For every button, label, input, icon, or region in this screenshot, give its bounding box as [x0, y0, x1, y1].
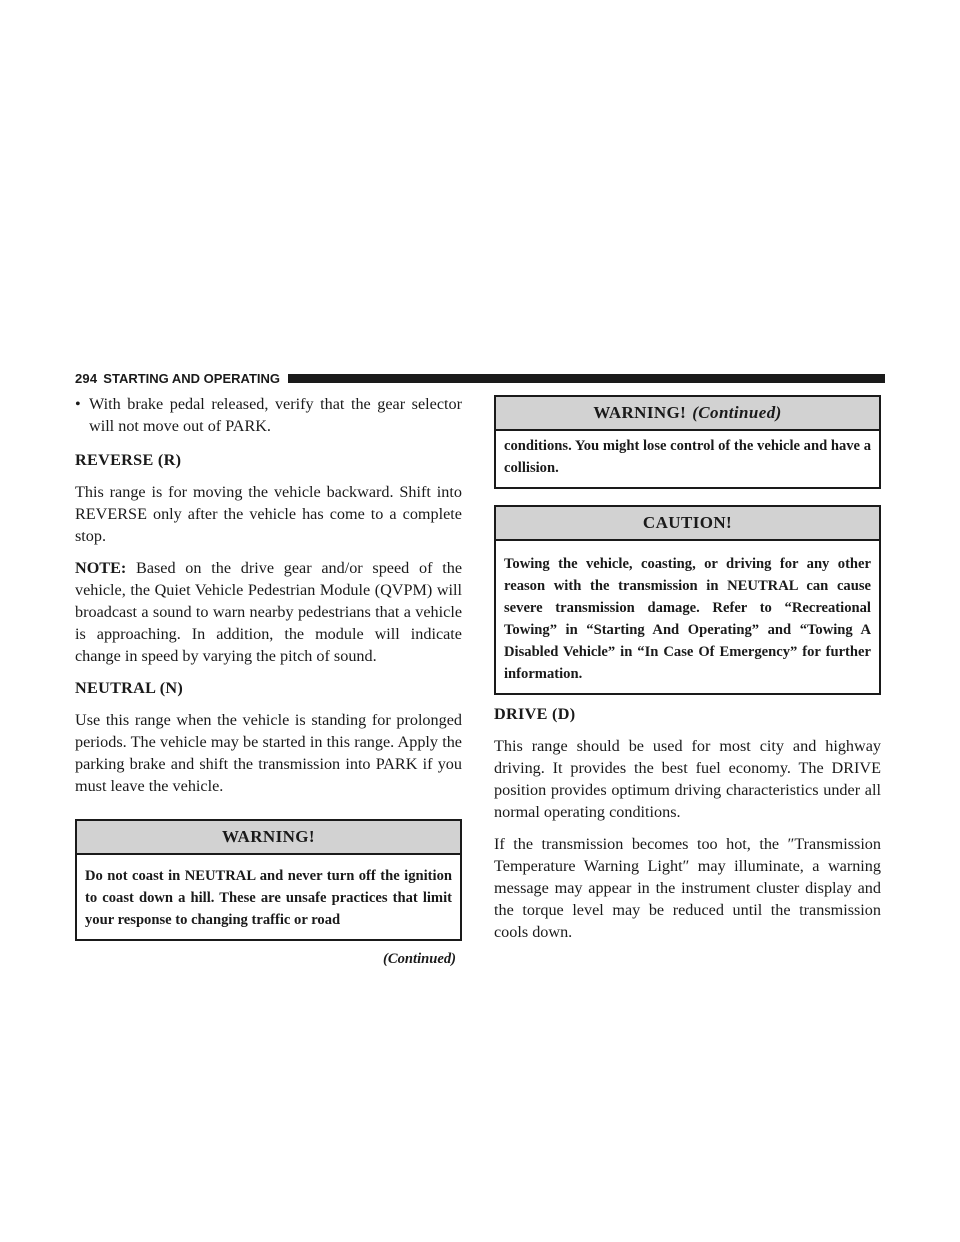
left-column — [75, 393, 462, 968]
caution-title: CAUTION! — [496, 507, 879, 541]
reverse-text: This range is for moving the vehicle backward. Shift into REVERSE only after the vehicle has come to a complete stop. — [75, 483, 462, 545]
warning-title: WARNING! — [77, 821, 460, 855]
page-header — [75, 370, 885, 386]
continued-label: (Continued) — [383, 951, 456, 967]
caution-text: Towing the vehicle, coasting, or driving for any other reason with the transmission in NEUTRAL can cause severe transmission damage. Refer to “Recreational Towing” in “Starting And Operating” and “Towing A Disabled Vehicle” in “In Case Of Emergency” for further information. — [504, 556, 871, 682]
warning-continued-heading: WARNING! — [593, 403, 687, 422]
section-title: STARTING AND OPERATING — [103, 370, 280, 386]
neutral-text: Use this range when the vehicle is standing for prolonged periods. The vehicle may be started in this range. Apply the parking brake and shift the transmission into PARK if you must leave the vehicle. — [75, 711, 462, 795]
temperature-text: If the transmission becomes too hot, the ″Transmission Temperature Warning Light″ may illuminate, a warning message may appear in the instrument cluster display and the torque level may be reduced until the transmission cools down. — [494, 835, 881, 941]
warning-continued-box — [494, 395, 881, 489]
note-paragraph — [75, 557, 462, 667]
warning-continued-suffix: (Continued) — [692, 403, 782, 422]
neutral-heading: NEUTRAL (N) — [75, 679, 184, 697]
header-rule — [288, 374, 885, 383]
note-label: NOTE: — [75, 559, 127, 577]
warning-continued-text: conditions. You might lose control of the vehicle and have a collision. — [504, 438, 871, 476]
page-number: 294 — [75, 370, 98, 386]
bullet-icon: • — [75, 395, 81, 413]
drive-heading: DRIVE (D) — [494, 705, 576, 723]
reverse-heading: REVERSE (R) — [75, 451, 182, 469]
drive-text: This range should be used for most city and highway driving. It provides the best fuel economy. The DRIVE position provides optimum driving characteristics under all normal operating conditions. — [494, 737, 881, 821]
warning-continued-title — [496, 397, 879, 431]
bullet-item — [75, 393, 462, 437]
right-column — [494, 393, 881, 943]
caution-box — [494, 505, 881, 695]
warning-text: Do not coast in NEUTRAL and never turn off the ignition to coast down a hill. These are unsafe practices that limit your response to changing traffic or road — [85, 868, 452, 928]
warning-box — [75, 819, 462, 941]
note-text: Based on the drive gear and/or speed of the vehicle, the Quiet Vehicle Pedestrian Module (QVPM) will broadcast a sound to warn nearby pedestrians that a vehicle is approaching. In addition, the module will indicate change in speed by varying the pitch of sound. — [75, 559, 462, 665]
bullet-text: With brake pedal released, verify that the gear selector will not move out of PARK. — [89, 395, 462, 435]
